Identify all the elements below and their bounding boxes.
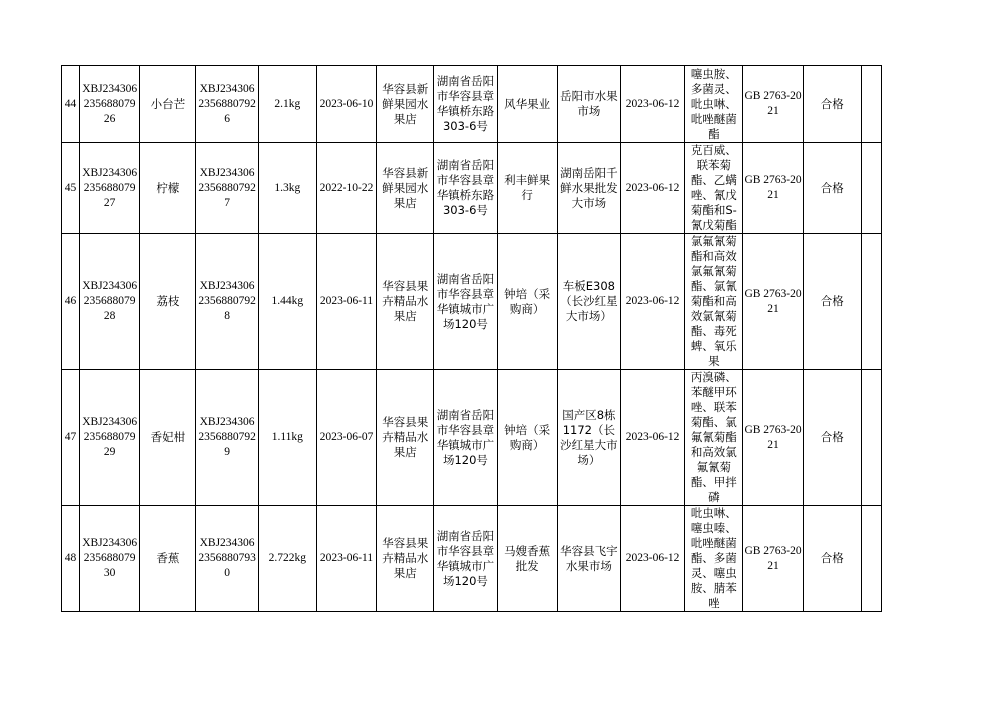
origin-market: 国产区8栋1172（长沙红星大市场）: [557, 370, 620, 506]
standard: GB 2763-2021: [743, 506, 803, 612]
product-name: 香妃柑: [140, 370, 196, 506]
origin-market: 车板E308（长沙红星大市场）: [557, 234, 620, 370]
test-date: 2023-06-12: [620, 143, 684, 234]
remark: [861, 370, 881, 506]
seller-address: 湖南省岳阳市华容县章华镇桥东路303-6号: [434, 143, 497, 234]
test-items: 丙溴磷、苯醚甲环唑、联苯菊酯、氯氟氰菊酯和高效氯氟氰菊酯、甲拌磷: [685, 370, 743, 506]
result: 合格: [803, 370, 861, 506]
seller-address: 湖南省岳阳市华容县章华镇城市广场120号: [434, 370, 497, 506]
table-row: [62, 506, 882, 612]
lot-number: XBJ23430623568807928: [196, 234, 258, 370]
sample-id: XBJ23430623568807927: [80, 143, 140, 234]
standard: GB 2763-2021: [743, 370, 803, 506]
product-name: 荔枝: [140, 234, 196, 370]
result: 合格: [803, 143, 861, 234]
lot-number: XBJ23430623568807930: [196, 506, 258, 612]
sample-id: XBJ23430623568807926: [80, 66, 140, 143]
inspection-results-table: [61, 65, 882, 612]
origin-market: 华容县飞宇水果市场: [557, 506, 620, 612]
origin-market: 岳阳市水果市场: [557, 66, 620, 143]
test-items: 吡虫啉、噻虫嗪、吡唑醚菌酯、多菌灵、噻虫胺、腈苯唑: [685, 506, 743, 612]
test-items: 克百威、联苯菊酯、乙螨唑、氰戊菊酯和S-氰戊菊酯: [685, 143, 743, 234]
test-date: 2023-06-12: [620, 506, 684, 612]
sample-id: XBJ23430623568807929: [80, 370, 140, 506]
product-name: 小台芒: [140, 66, 196, 143]
sample-weight: 2.722kg: [258, 506, 316, 612]
test-items: 氯氟氰菊酯和高效氯氟氰菊酯、氯氰菊酯和高效氯氰菊酯、毒死蜱、氧乐果: [685, 234, 743, 370]
test-date: 2023-06-12: [620, 370, 684, 506]
sample-id: XBJ23430623568807928: [80, 234, 140, 370]
result: 合格: [803, 66, 861, 143]
lot-number: XBJ23430623568807927: [196, 143, 258, 234]
table-row: [62, 234, 882, 370]
test-items: 噻虫胺、多菌灵、吡虫啉、吡唑醚菌酯: [685, 66, 743, 143]
supplier-name: 利丰鲜果行: [497, 143, 557, 234]
table-row: [62, 66, 882, 143]
supplier-name: 马嫂香蕉批发: [497, 506, 557, 612]
test-date: 2023-06-12: [620, 234, 684, 370]
production-date: 2023-06-07: [316, 370, 376, 506]
remark: [861, 506, 881, 612]
supplier-name: 钟培（采购商）: [497, 370, 557, 506]
origin-market: 湖南岳阳千鲜水果批发大市场: [557, 143, 620, 234]
table-row: [62, 370, 882, 506]
seller-address: 湖南省岳阳市华容县章华镇桥东路303-6号: [434, 66, 497, 143]
result: 合格: [803, 506, 861, 612]
result: 合格: [803, 234, 861, 370]
seller-name: 华容县果卉精品水果店: [377, 506, 434, 612]
row-number: 45: [62, 143, 80, 234]
production-date: 2022-10-22: [316, 143, 376, 234]
seller-address: 湖南省岳阳市华容县章华镇城市广场120号: [434, 506, 497, 612]
standard: GB 2763-2021: [743, 234, 803, 370]
row-number: 46: [62, 234, 80, 370]
supplier-name: 钟培（采购商）: [497, 234, 557, 370]
sample-weight: 2.1kg: [258, 66, 316, 143]
supplier-name: 风华果业: [497, 66, 557, 143]
product-name: 香蕉: [140, 506, 196, 612]
sample-weight: 1.44kg: [258, 234, 316, 370]
sample-id: XBJ23430623568807930: [80, 506, 140, 612]
seller-address: 湖南省岳阳市华容县章华镇城市广场120号: [434, 234, 497, 370]
production-date: 2023-06-10: [316, 66, 376, 143]
row-number: 44: [62, 66, 80, 143]
product-name: 柠檬: [140, 143, 196, 234]
sample-weight: 1.3kg: [258, 143, 316, 234]
standard: GB 2763-2021: [743, 143, 803, 234]
production-date: 2023-06-11: [316, 234, 376, 370]
row-number: 48: [62, 506, 80, 612]
sample-weight: 1.11kg: [258, 370, 316, 506]
remark: [861, 143, 881, 234]
seller-name: 华容县新鲜果园水果店: [377, 143, 434, 234]
row-number: 47: [62, 370, 80, 506]
seller-name: 华容县果卉精品水果店: [377, 370, 434, 506]
test-date: 2023-06-12: [620, 66, 684, 143]
table-row: [62, 143, 882, 234]
seller-name: 华容县果卉精品水果店: [377, 234, 434, 370]
remark: [861, 66, 881, 143]
production-date: 2023-06-11: [316, 506, 376, 612]
seller-name: 华容县新鲜果园水果店: [377, 66, 434, 143]
lot-number: XBJ23430623568807926: [196, 66, 258, 143]
lot-number: XBJ23430623568807929: [196, 370, 258, 506]
remark: [861, 234, 881, 370]
standard: GB 2763-2021: [743, 66, 803, 143]
